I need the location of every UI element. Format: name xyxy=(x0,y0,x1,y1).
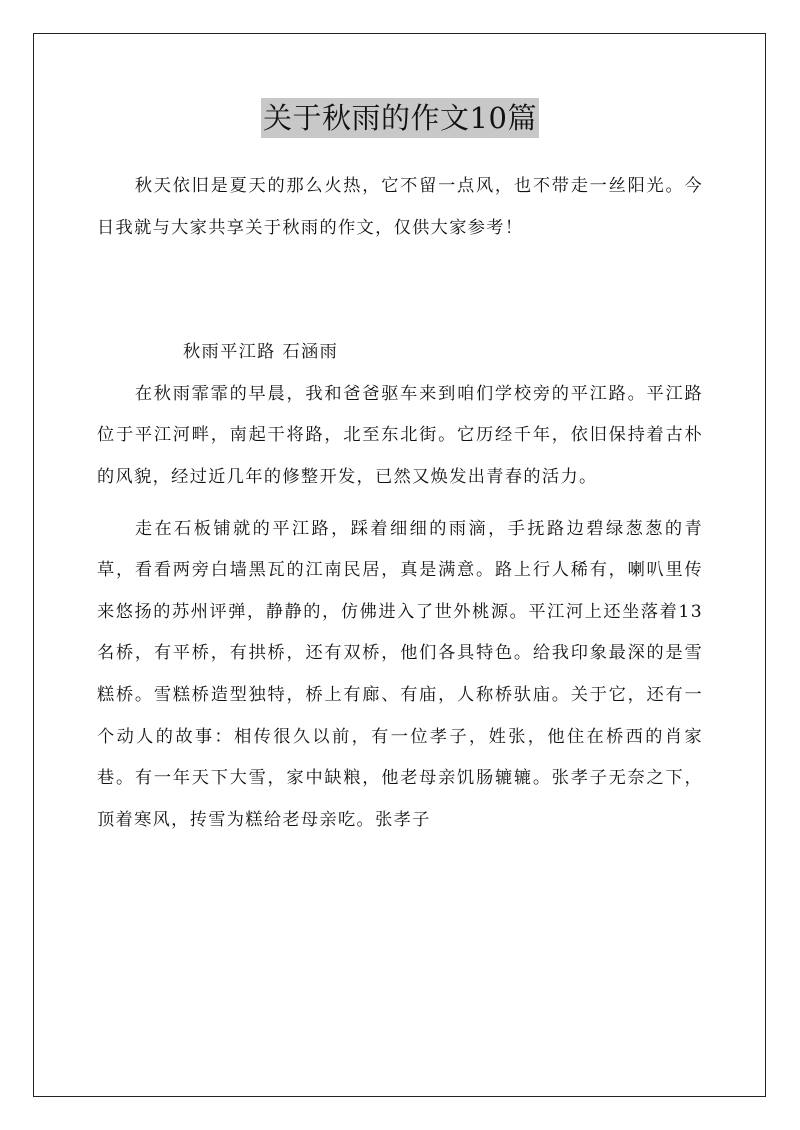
body-paragraph-1: 在秋雨霏霏的早晨，我和爸爸驱车来到咱们学校旁的平江路。平江路位于平江河畔，南起干将路，北至东北街。它历经千年，依旧保持着古朴的风貌，经过近几年的修整开发，已然又焕发出青春的活力。 xyxy=(97,383,703,487)
essay-heading: 秋雨平江路 石涵雨 xyxy=(183,342,339,363)
document-body xyxy=(97,166,703,841)
document-title: 关于秋雨的作文10篇 xyxy=(261,98,539,138)
intro-paragraph: 秋天依旧是夏天的那么火热，它不留一点风，也不带走一丝阳光。今日我就与大家共享关于秋雨的作文，仅供大家参考！ xyxy=(97,176,703,238)
body-paragraph-2: 走在石板铺就的平江路，踩着细细的雨滴，手抚路边碧绿葱葱的青草，看看两旁白墙黑瓦的江南民居，真是满意。路上行人稀有，喇叭里传来悠扬的苏州评弹，静静的，仿佛进入了世外桃源。平江河上还坐落着13名桥，有平桥，有拱桥，还有双桥，他们各具特色。给我印象最深的是雪糕桥。雪糕桥造型独特，桥上有廊、有庙，人称桥驮庙。关于它，还有一个动人的故事：相传很久以前，有一位孝子，姓张，他住在桥西的肖家巷。有一年天下大雪，家中缺粮，他老母亲饥肠辘辘。张孝子无奈之下，顶着寒风，抟雪为糕给老母亲吃。张孝子 xyxy=(97,518,703,830)
section-gap xyxy=(97,249,703,332)
title-container xyxy=(0,98,800,138)
